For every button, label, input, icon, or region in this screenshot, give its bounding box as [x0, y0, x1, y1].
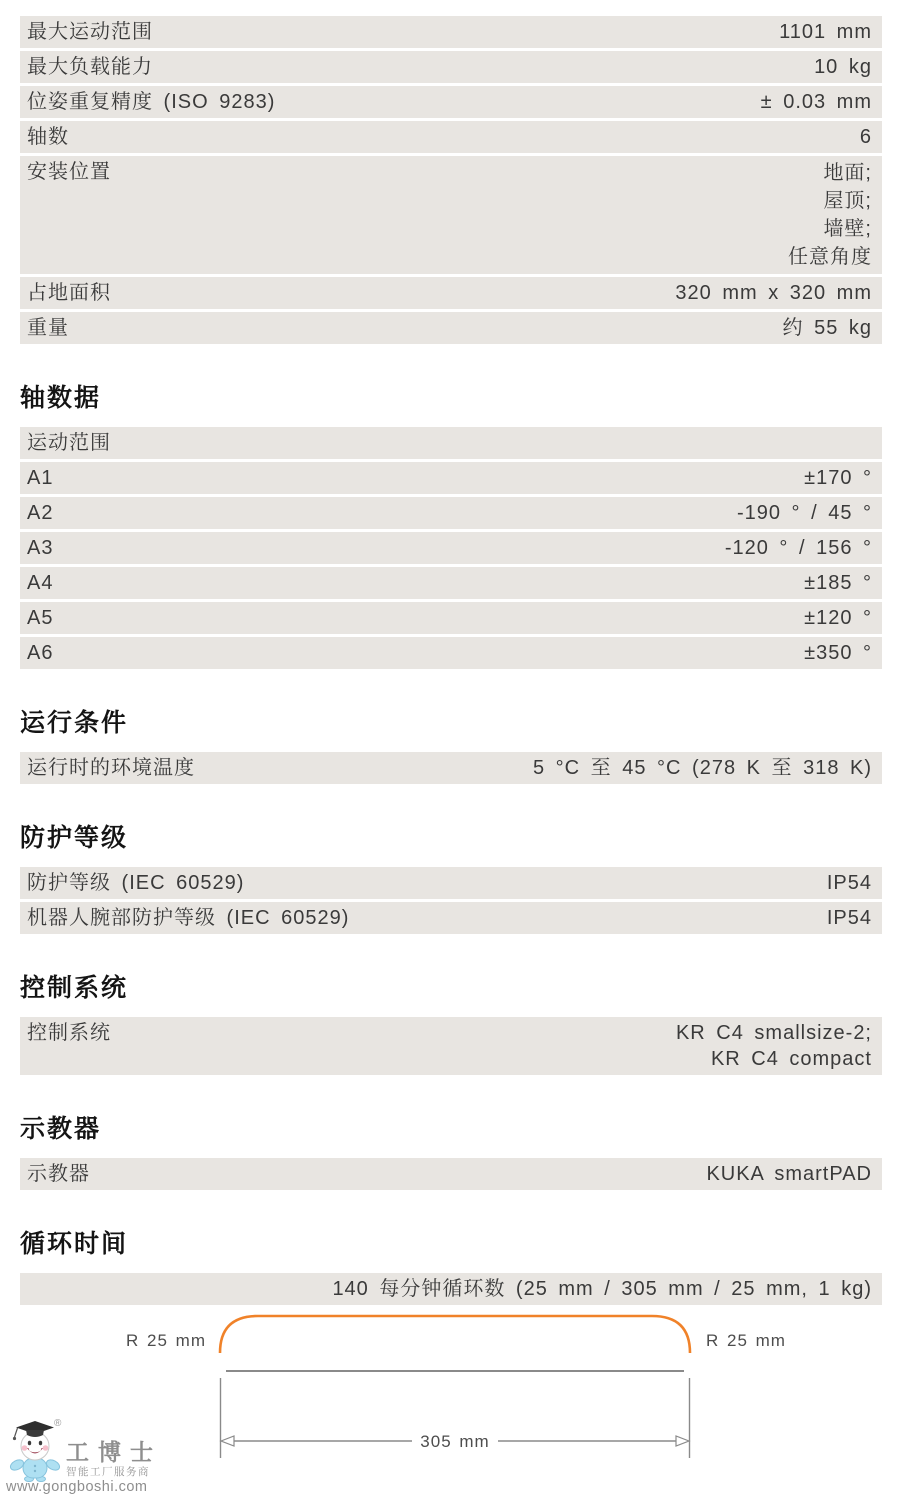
spec-row-weight [20, 312, 882, 344]
axis-row-a6 [20, 637, 882, 669]
spec-label: 位姿重复精度 (ISO 9283) [27, 91, 276, 113]
general-spec-table [20, 16, 882, 344]
spec-value: ± 0.03 mm [760, 91, 872, 113]
axis-value: -190 ° / 45 ° [736, 502, 872, 524]
controller-option: KR C4 smallsize-2; [675, 1022, 872, 1044]
spec-label: 运行时的环境温度 [27, 757, 195, 779]
section-title-teach-pendant: 示教器 [20, 1115, 102, 1143]
spec-value: IP54 [826, 872, 872, 894]
section-title-axis-data: 轴数据 [20, 384, 102, 412]
spec-value: 10 kg [814, 56, 872, 78]
spec-value: 320 mm x 320 mm [675, 282, 872, 304]
axis-row-a3 [20, 532, 882, 564]
spec-value: 5 °C 至 45 °C (278 K 至 318 K) [533, 757, 872, 779]
axis-value: ±350 ° [804, 642, 872, 664]
spec-label: 最大运动范围 [27, 21, 153, 43]
spec-value: 约 55 kg [782, 317, 872, 339]
spec-label: 示教器 [27, 1163, 90, 1185]
axis-subheader-row [20, 427, 882, 459]
spec-value: 1101 mm [779, 21, 872, 43]
spec-label: 防护等级 (IEC 60529) [27, 872, 245, 894]
row-wrist-protection-rating [20, 902, 882, 934]
axis-value: ±120 ° [804, 607, 872, 629]
section-title-control-system: 控制系统 [20, 974, 129, 1002]
spec-row-mounting-position [20, 156, 882, 274]
section-title-cycle-time: 循环时间 [20, 1230, 129, 1258]
row-protection-rating [20, 867, 882, 899]
axis-label: A4 [27, 572, 54, 594]
logo-url: www.gongboshi.com [6, 1479, 148, 1495]
row-cycle-rate [20, 1273, 882, 1305]
arrowhead-right-icon [676, 1436, 689, 1446]
row-teach-pendant [20, 1158, 882, 1190]
radius-label-left: R 25 mm [126, 1331, 206, 1350]
mounting-option: 墙壁; [823, 218, 872, 240]
spec-label: 机器人腕部防护等级 (IEC 60529) [27, 907, 350, 929]
logo-brand-text: 工博士 [66, 1440, 162, 1465]
axis-label: A1 [27, 467, 54, 489]
radius-label-right: R 25 mm [706, 1331, 786, 1350]
spec-value: IP54 [826, 907, 872, 929]
protection-table [20, 867, 882, 934]
mounting-option: 地面; [823, 162, 872, 184]
mounting-option: 任意角度 [788, 246, 872, 268]
axis-value: -120 ° / 156 ° [724, 537, 872, 559]
spec-label: 控制系统 [27, 1022, 111, 1044]
axis-label: A3 [27, 537, 54, 559]
cycle-rate-value: 140 每分钟循环数 (25 mm / 305 mm / 25 mm, 1 kg) [332, 1278, 872, 1300]
axis-row-a2 [20, 497, 882, 529]
spec-value-multiline [123, 1020, 872, 1072]
section-title-protection-rating: 防护等级 [20, 824, 129, 852]
spec-value: 6 [859, 126, 872, 148]
spec-row-axes [20, 121, 882, 153]
gongboshi-mascot-icon [8, 1420, 62, 1482]
gongboshi-watermark [6, 1418, 176, 1500]
spec-row-repeatability [20, 86, 882, 118]
axis-subheader: 运动范围 [27, 432, 111, 454]
axis-row-a5 [20, 602, 882, 634]
spec-label: 轴数 [27, 126, 69, 148]
row-ambient-temperature [20, 752, 882, 784]
spec-label: 最大负载能力 [27, 56, 153, 78]
spec-label: 占地面积 [27, 282, 111, 304]
test-path-arc [220, 1316, 690, 1353]
registered-mark: ® [54, 1418, 62, 1429]
row-controller [20, 1017, 882, 1075]
axis-label: A2 [27, 502, 54, 524]
spec-row-max-payload [20, 51, 882, 83]
spec-value-multiline [123, 159, 872, 271]
axis-label: A5 [27, 607, 54, 629]
spec-value: KUKA smartPAD [706, 1163, 872, 1185]
axis-value: ±170 ° [804, 467, 872, 489]
controller-option: KR C4 compact [710, 1048, 872, 1070]
axis-row-a4 [20, 567, 882, 599]
axis-value: ±185 ° [804, 572, 872, 594]
mounting-option: 屋顶; [823, 190, 872, 212]
spec-row-max-motion-range [20, 16, 882, 48]
axis-row-a1 [20, 462, 882, 494]
axis-table [20, 427, 882, 669]
spec-label: 安装位置 [27, 161, 111, 183]
width-dimension-label: 305 mm [420, 1432, 490, 1451]
axis-label: A6 [27, 642, 54, 664]
arrowhead-left-icon [221, 1436, 234, 1446]
spec-label: 重量 [27, 317, 69, 339]
logo-subtitle: 智能工厂服务商 [66, 1466, 150, 1478]
section-title-operating-conditions: 运行条件 [20, 709, 129, 737]
spec-row-footprint [20, 277, 882, 309]
